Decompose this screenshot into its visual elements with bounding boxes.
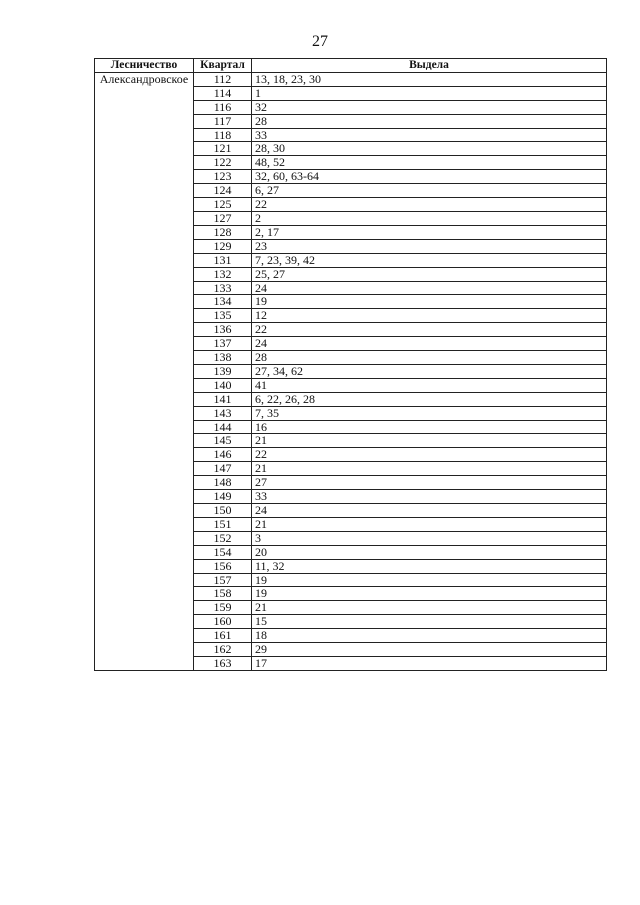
vydela-cell: 15 [252,615,607,629]
kvartal-cell: 129 [194,239,252,253]
header-kvartal: Квартал [194,59,252,73]
kvartal-cell: 140 [194,378,252,392]
vydela-cell: 32 [252,100,607,114]
vydela-cell: 1 [252,86,607,100]
vydela-cell: 41 [252,378,607,392]
kvartal-cell: 148 [194,476,252,490]
vydela-cell: 48, 52 [252,156,607,170]
page-number: 27 [312,33,328,50]
vydela-cell: 3 [252,531,607,545]
kvartal-cell: 124 [194,184,252,198]
vydela-cell: 21 [252,434,607,448]
kvartal-cell: 135 [194,309,252,323]
kvartal-cell: 157 [194,573,252,587]
kvartal-cell: 123 [194,170,252,184]
vydela-cell: 7, 35 [252,406,607,420]
kvartal-cell: 112 [194,72,252,86]
vydela-cell: 22 [252,198,607,212]
vydela-cell: 20 [252,545,607,559]
kvartal-cell: 150 [194,504,252,518]
table-header-row [95,59,607,73]
vydela-cell: 6, 22, 26, 28 [252,392,607,406]
vydela-cell: 28 [252,351,607,365]
kvartal-cell: 138 [194,351,252,365]
vydela-cell: 2 [252,211,607,225]
vydela-cell: 29 [252,643,607,657]
kvartal-cell: 139 [194,364,252,378]
vydela-cell: 21 [252,517,607,531]
forestry-table [94,58,607,671]
vydela-cell: 19 [252,573,607,587]
kvartal-cell: 133 [194,281,252,295]
vydela-cell: 28 [252,114,607,128]
kvartal-cell: 154 [194,545,252,559]
vydela-cell: 22 [252,323,607,337]
vydela-cell: 33 [252,128,607,142]
vydela-cell: 24 [252,281,607,295]
kvartal-cell: 127 [194,211,252,225]
kvartal-cell: 163 [194,656,252,670]
vydela-cell: 13, 18, 23, 30 [252,72,607,86]
kvartal-cell: 118 [194,128,252,142]
kvartal-cell: 125 [194,198,252,212]
vydela-cell: 11, 32 [252,559,607,573]
vydela-cell: 16 [252,420,607,434]
vydela-cell: 33 [252,490,607,504]
kvartal-cell: 146 [194,448,252,462]
vydela-cell: 18 [252,629,607,643]
kvartal-cell: 144 [194,420,252,434]
vydela-cell: 27 [252,476,607,490]
vydela-cell: 21 [252,601,607,615]
vydela-cell: 2, 17 [252,225,607,239]
kvartal-cell: 151 [194,517,252,531]
kvartal-cell: 159 [194,601,252,615]
kvartal-cell: 137 [194,337,252,351]
vydela-cell: 12 [252,309,607,323]
kvartal-cell: 149 [194,490,252,504]
vydela-cell: 7, 23, 39, 42 [252,253,607,267]
kvartal-cell: 162 [194,643,252,657]
kvartal-cell: 121 [194,142,252,156]
forestry-name: Александровское [95,72,194,670]
kvartal-cell: 122 [194,156,252,170]
vydela-cell: 27, 34, 62 [252,364,607,378]
kvartal-cell: 117 [194,114,252,128]
kvartal-cell: 114 [194,86,252,100]
kvartal-cell: 161 [194,629,252,643]
vydela-cell: 23 [252,239,607,253]
kvartal-cell: 158 [194,587,252,601]
kvartal-cell: 128 [194,225,252,239]
table-row [95,72,607,86]
vydela-cell: 21 [252,462,607,476]
kvartal-cell: 152 [194,531,252,545]
kvartal-cell: 116 [194,100,252,114]
kvartal-cell: 136 [194,323,252,337]
vydela-cell: 24 [252,337,607,351]
vydela-cell: 17 [252,656,607,670]
kvartal-cell: 160 [194,615,252,629]
vydela-cell: 25, 27 [252,267,607,281]
vydela-cell: 28, 30 [252,142,607,156]
kvartal-cell: 131 [194,253,252,267]
vydela-cell: 22 [252,448,607,462]
kvartal-cell: 143 [194,406,252,420]
kvartal-cell: 145 [194,434,252,448]
header-forestry: Лесничество [95,59,194,73]
kvartal-cell: 134 [194,295,252,309]
vydela-cell: 32, 60, 63-64 [252,170,607,184]
kvartal-cell: 132 [194,267,252,281]
kvartal-cell: 156 [194,559,252,573]
vydela-cell: 24 [252,504,607,518]
vydela-cell: 19 [252,295,607,309]
vydela-cell: 19 [252,587,607,601]
kvartal-cell: 141 [194,392,252,406]
vydela-cell: 6, 27 [252,184,607,198]
header-vydela: Выдела [252,59,607,73]
kvartal-cell: 147 [194,462,252,476]
